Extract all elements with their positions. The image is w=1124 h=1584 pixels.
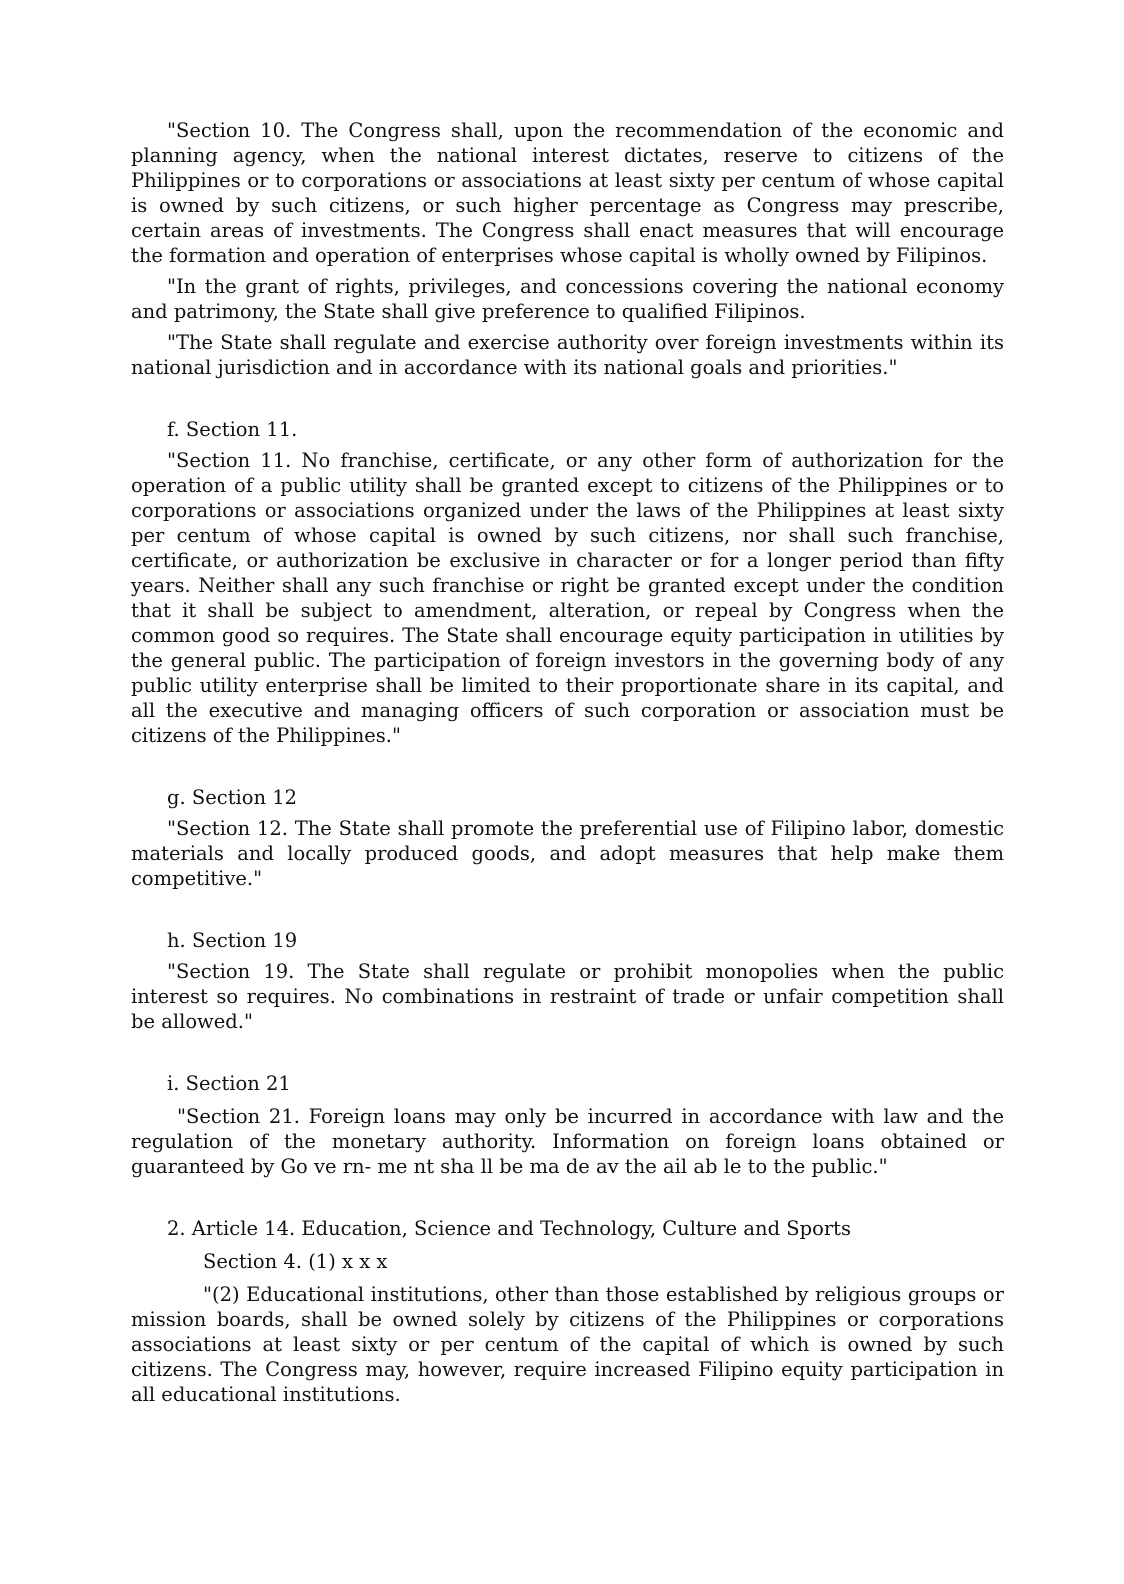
- heading-section-11: f. Section 11.: [167, 418, 298, 441]
- heading-section-21: i. Section 21: [167, 1072, 291, 1095]
- section-10-paragraph-3: "The State shall regulate and exercise authority over foreign investments within its national jurisdiction and in accordance with its national goals and priorities.": [131, 331, 1004, 379]
- section-4-2-text: "(2) Educational institutions, other than those established by religious groups or mission boards, shall be owned solely by citizens of the Philippines or corporations associations at least sixty or per centum of the capital of which is owned by such citizens. The Congress may, however, require increased Filipino equity participation in all educational institutions.: [131, 1283, 1004, 1406]
- section-10-paragraph-2: "In the grant of rights, privileges, and concessions covering the national economy and patrimony, the State shall give preference to qualified Filipinos.: [131, 275, 1004, 323]
- section-4-1: Section 4. (1) x x x: [203, 1250, 388, 1273]
- section-12-text: "Section 12. The State shall promote the preferential use of Filipino labor, domestic materials and locally produced goods, and adopt measures that help make them competitive.": [131, 817, 1004, 890]
- section-21-text: "Section 21. Foreign loans may only be incurred in accordance with law and the regulation of the monetary authority. Information on foreign loans obtained or guaranteed by Go ve rn- me nt sha ll be ma de av the ail ab le to the public.": [131, 1105, 1004, 1178]
- section-10-paragraph-1: "Section 10. The Congress shall, upon the recommendation of the economic and planning agency, when the national interest dictates, reserve to citizens of the Philippines or to corporations or associations at least sixty per centum of whose capital is owned by such citizens, or such higher percentage as Congress may prescribe, certain areas of investments. The Congress shall enact measures that will encourage the formation and operation of enterprises whose capital is wholly owned by Filipinos.: [131, 119, 1004, 267]
- heading-section-12: g. Section 12: [167, 786, 298, 809]
- document-page: [131, 118, 1004, 1407]
- heading-article-14: 2. Article 14. Education, Science and Technology, Culture and Sports: [167, 1217, 851, 1240]
- section-19-text: "Section 19. The State shall regulate or prohibit monopolies when the public interest so requires. No combinations in restraint of trade or unfair competition shall be allowed.": [131, 960, 1004, 1033]
- section-11-text: "Section 11. No franchise, certificate, or any other form of authorization for the operation of a public utility shall be granted except to citizens of the Philippines or to corporations or associations organized under the laws of the Philippines at least sixty per centum of whose capital is owned by such citizens, nor shall such franchise, certificate, or authorization be exclusive in character or for a longer period than fifty years. Neither shall any such franchise or right be granted except under the condition that it shall be subject to amendment, alteration, or repeal by Congress when the common good so requires. The State shall encourage equity participation in utilities by the general public. The participation of foreign investors in the governing body of any public utility enterprise shall be limited to their proportionate share in its capital, and all the executive and managing officers of such corporation or association must be citizens of the Philippines.": [131, 449, 1004, 747]
- heading-section-19: h. Section 19: [167, 929, 298, 952]
